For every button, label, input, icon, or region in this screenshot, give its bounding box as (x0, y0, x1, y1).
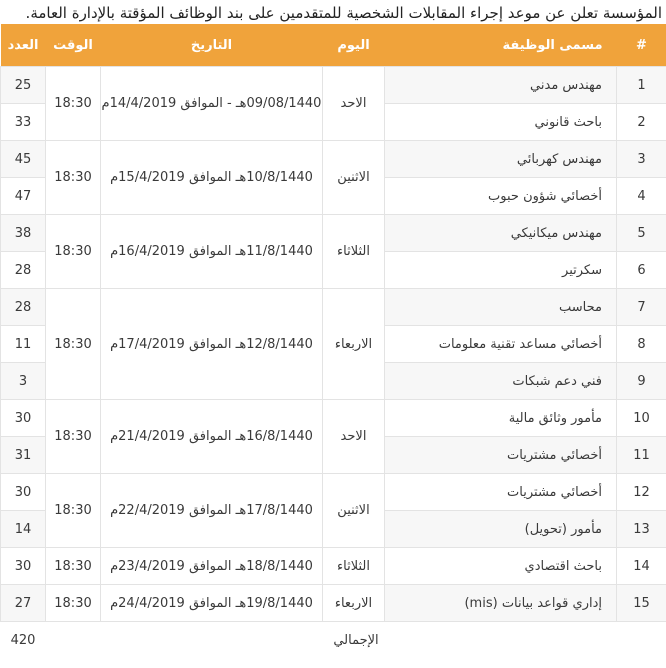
interview-time: 18:30 (46, 289, 101, 400)
job-title: باحث قانوني (385, 104, 617, 141)
interview-date: 10/8/1440هـ الموافق 15/4/2019م (101, 141, 323, 215)
job-title: مهندس مدني (385, 67, 617, 104)
job-title: مأمور (تحويل) (385, 511, 617, 548)
job-title: مهندس كهربائي (385, 141, 617, 178)
table-row (1, 289, 666, 326)
row-number: 4 (617, 178, 666, 215)
row-number: 8 (617, 326, 666, 363)
col-time-header: الوقت (46, 24, 101, 67)
job-title: أخصائي مشتريات (385, 474, 617, 511)
job-title: أخصائي مشتريات (385, 437, 617, 474)
applicant-count: 3 (1, 363, 46, 400)
row-number: 5 (617, 215, 666, 252)
row-number: 7 (617, 289, 666, 326)
interview-date: 18/8/1440هـ الموافق 23/4/2019م (101, 548, 323, 585)
row-number: 9 (617, 363, 666, 400)
job-title: أخصائي مساعد تقنية معلومات (385, 326, 617, 363)
announcement-text: المؤسسة تعلن عن موعد إجراء المقابلات الشخصية للمتقدمين على بند الوظائف المؤقتة بالإدارة العامة. (25, 4, 662, 22)
interview-date: 17/8/1440هـ الموافق 22/4/2019م (101, 474, 323, 548)
row-number: 3 (617, 141, 666, 178)
interview-schedule-table (0, 24, 666, 658)
col-count-header: العدد (1, 24, 46, 67)
table-row (1, 67, 666, 104)
interview-date: 19/8/1440هـ الموافق 24/4/2019م (101, 585, 323, 622)
applicant-count: 28 (1, 289, 46, 326)
interview-time: 18:30 (46, 141, 101, 215)
interview-date: 11/8/1440هـ الموافق 16/4/2019م (101, 215, 323, 289)
job-title: باحث اقتصادي (385, 548, 617, 585)
applicant-count: 30 (1, 474, 46, 511)
interview-day: الثلاثاء (323, 548, 385, 585)
col-num-header: # (617, 24, 666, 67)
interview-day: الاثنين (323, 141, 385, 215)
table-header (1, 24, 666, 67)
row-number: 2 (617, 104, 666, 141)
col-day-header: اليوم (323, 24, 385, 67)
applicant-count: 38 (1, 215, 46, 252)
applicant-count: 45 (1, 141, 46, 178)
applicant-count: 33 (1, 104, 46, 141)
applicant-count: 25 (1, 67, 46, 104)
col-date-header: التاريخ (101, 24, 323, 67)
interview-day: الاربعاء (323, 289, 385, 400)
row-number: 1 (617, 67, 666, 104)
interview-day: الاحد (323, 400, 385, 474)
interview-time: 18:30 (46, 548, 101, 585)
applicant-count: 14 (1, 511, 46, 548)
job-title: إداري قواعد بيانات (mis) (385, 585, 617, 622)
total-row (1, 622, 666, 659)
applicant-count: 11 (1, 326, 46, 363)
total-value: 420 (10, 632, 36, 648)
row-number: 12 (617, 474, 666, 511)
interview-day: الثلاثاء (323, 215, 385, 289)
interview-date: 12/8/1440هـ الموافق 17/4/2019م (101, 289, 323, 400)
table-row (1, 400, 666, 437)
row-number: 13 (617, 511, 666, 548)
col-job-header: مسمى الوظيفة (385, 24, 617, 67)
total-label: الإجمالي (333, 632, 379, 648)
job-title: مأمور وثائق مالية (385, 400, 617, 437)
interview-time: 18:30 (46, 474, 101, 548)
table-body (1, 67, 666, 659)
table-row (1, 141, 666, 178)
job-title: سكرتير (385, 252, 617, 289)
interview-date: 09/08/1440هـ - الموافق 14/4/2019م (101, 67, 323, 141)
applicant-count: 30 (1, 400, 46, 437)
applicant-count: 27 (1, 585, 46, 622)
job-title: فني دعم شبكات (385, 363, 617, 400)
applicant-count: 47 (1, 178, 46, 215)
job-title: محاسب (385, 289, 617, 326)
job-title: مهندس ميكانيكي (385, 215, 617, 252)
job-title: أخصائي شؤون حبوب (385, 178, 617, 215)
table-row (1, 215, 666, 252)
row-number: 10 (617, 400, 666, 437)
interview-time: 18:30 (46, 215, 101, 289)
table-row (1, 548, 666, 585)
table-row (1, 585, 666, 622)
row-number: 6 (617, 252, 666, 289)
applicant-count: 31 (1, 437, 46, 474)
row-number: 11 (617, 437, 666, 474)
interview-day: الاحد (323, 67, 385, 141)
interview-time: 18:30 (46, 585, 101, 622)
interview-time: 18:30 (46, 400, 101, 474)
interview-day: الاثنين (323, 474, 385, 548)
applicant-count: 28 (1, 252, 46, 289)
row-number: 15 (617, 585, 666, 622)
row-number: 14 (617, 548, 666, 585)
interview-time: 18:30 (46, 67, 101, 141)
interview-date: 16/8/1440هـ الموافق 21/4/2019م (101, 400, 323, 474)
interview-day: الاربعاء (323, 585, 385, 622)
applicant-count: 30 (1, 548, 46, 585)
table-row (1, 474, 666, 511)
